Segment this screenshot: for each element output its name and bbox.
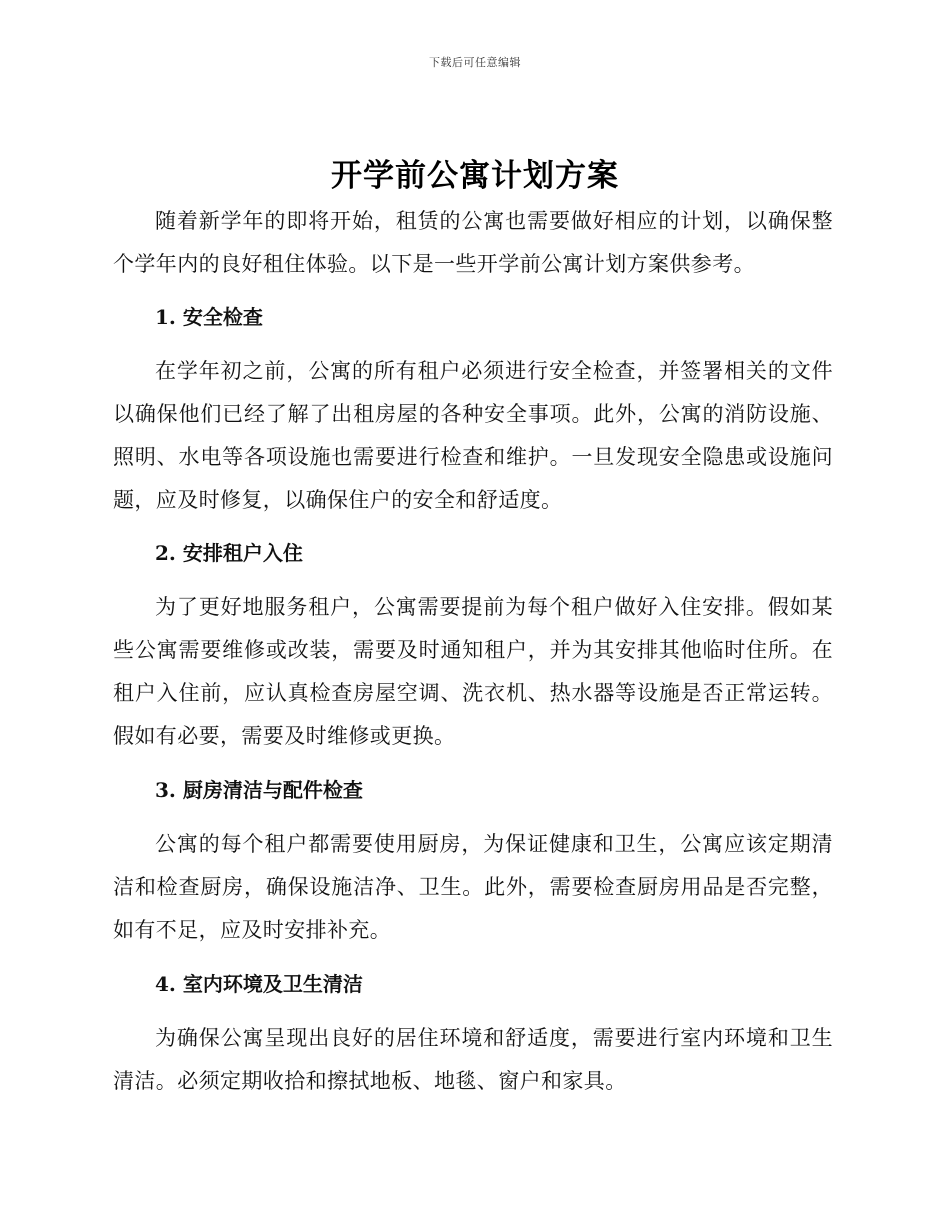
page-title: 开学前公寓计划方案: [331, 158, 619, 194]
section-heading-safety-check: 1. 安全检查: [155, 305, 263, 329]
section-heading-indoor-cleaning: 4. 室内环境及卫生清洁: [155, 972, 363, 996]
section-body-indoor-cleaning: 为确保公寓呈现出良好的居住环境和舒适度，需要进行室内环境和卫生清洁。必须定期收拾和擦拭地板、地毯、窗户和家具。: [113, 1026, 833, 1093]
intro-paragraph: 随着新学年的即将开始，租赁的公寓也需要做好相应的计划，以确保整个学年内的良好租住体验。以下是一些开学前公寓计划方案供参考。: [113, 209, 833, 276]
page-header-note: 下载后可任意编辑: [429, 56, 521, 69]
section-heading-tenant-move-in: 2. 安排租户入住: [155, 541, 303, 565]
section-heading-kitchen-cleaning: 3. 厨房清洁与配件检查: [155, 778, 363, 802]
section-body-kitchen-cleaning: 公寓的每个租户都需要使用厨房，为保证健康和卫生，公寓应该定期清洁和检查厨房，确保设施洁净、卫生。此外，需要检查厨房用品是否完整，如有不足，应及时安排补充。: [113, 832, 833, 942]
section-body-tenant-move-in: 为了更好地服务租户，公寓需要提前为每个租户做好入住安排。假如某些公寓需要维修或改装，需要及时通知租户，并为其安排其他临时住所。在租户入住前，应认真检查房屋空调、洗衣机、热水器等设施是否正常运转。假如有必要，需要及时维修或更换。: [113, 595, 833, 748]
section-body-safety-check: 在学年初之前，公寓的所有租户必须进行安全检查，并签署相关的文件以确保他们已经了解了出租房屋的各种安全事项。此外，公寓的消防设施、照明、水电等各项设施也需要进行检查和维护。一旦发现安全隐患或设施问题，应及时修复，以确保住户的安全和舒适度。: [113, 359, 833, 512]
